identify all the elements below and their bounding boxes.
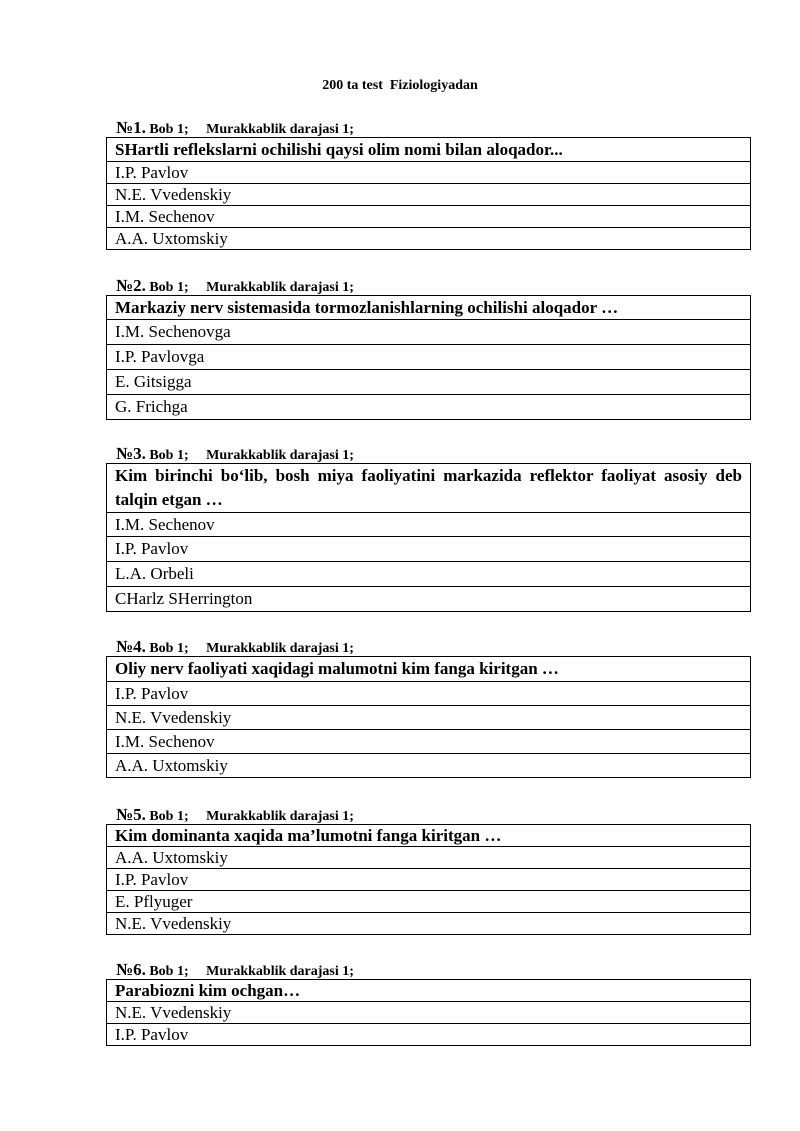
- answer-option: N.E. Vvedenskiy: [107, 913, 751, 935]
- answer-option: I.P. Pavlov: [107, 162, 751, 184]
- answer-option: I.M. Sechenov: [107, 206, 751, 228]
- question-meta: Bob 1; Murakkablik darajasi 1;: [145, 122, 354, 137]
- question-meta: Bob 1; Murakkablik darajasi 1;: [145, 809, 354, 824]
- answer-option: I.P. Pavlov: [107, 1024, 751, 1046]
- question-text: Markaziy nerv sistemasida tormozlanishlarning ochilishi aloqador …: [107, 296, 751, 320]
- question-number: №3.: [116, 444, 146, 463]
- answer-option: A.A. Uxtomskiy: [107, 754, 751, 778]
- question-number: №2.: [116, 276, 146, 295]
- answer-option: L.A. Orbeli: [107, 562, 751, 587]
- question-meta: Bob 1; Murakkablik darajasi 1;: [145, 964, 354, 979]
- question-4: [106, 637, 751, 778]
- answer-option: I.P. Pavlov: [107, 537, 751, 562]
- question-2: [106, 276, 751, 420]
- question-number: №1.: [116, 118, 146, 137]
- answer-option: I.M. Sechenov: [107, 513, 751, 537]
- question-3: [106, 444, 751, 612]
- question-text: Kim dominanta xaqida ma’lumotni fanga kiritgan …: [107, 825, 751, 847]
- question-1: [106, 118, 751, 250]
- question-number: №6.: [116, 960, 146, 979]
- question-table: [106, 463, 751, 612]
- answer-option: A.A. Uxtomskiy: [107, 228, 751, 250]
- answer-option: G. Frichga: [107, 395, 751, 420]
- question-header: [106, 637, 751, 656]
- answer-option: I.P. Pavlovga: [107, 345, 751, 370]
- answer-option: CHarlz SHerrington: [107, 587, 751, 612]
- question-header: [106, 444, 751, 463]
- answer-option: A.A. Uxtomskiy: [107, 847, 751, 869]
- question-header: [106, 118, 751, 137]
- question-text: Oliy nerv faoliyati xaqidagi malumotni kim fanga kiritgan …: [107, 657, 751, 682]
- question-number: №4.: [116, 637, 146, 656]
- question-6: [106, 960, 751, 1046]
- question-header: [106, 276, 751, 295]
- answer-option: I.P. Pavlov: [107, 682, 751, 706]
- question-meta: Bob 1; Murakkablik darajasi 1;: [145, 280, 354, 295]
- answer-option: E. Gitsigga: [107, 370, 751, 395]
- answer-option: N.E. Vvedenskiy: [107, 184, 751, 206]
- question-table: [106, 979, 751, 1046]
- question-header: [106, 805, 751, 824]
- question-table: [106, 137, 751, 250]
- answer-option: I.P. Pavlov: [107, 869, 751, 891]
- answer-option: I.M. Sechenov: [107, 730, 751, 754]
- answer-option: I.M. Sechenovga: [107, 320, 751, 345]
- question-text: Kim birinchi bo‘lib, bosh miya faoliyatini markazida reflektor faoliyat asosiy deb talqin etgan …: [107, 464, 751, 513]
- question-number: №5.: [116, 805, 146, 824]
- question-table: [106, 656, 751, 778]
- question-table: [106, 824, 751, 935]
- question-meta: Bob 1; Murakkablik darajasi 1;: [145, 448, 354, 463]
- question-meta: Bob 1; Murakkablik darajasi 1;: [145, 641, 354, 656]
- answer-option: N.E. Vvedenskiy: [107, 1002, 751, 1024]
- question-text: Parabiozni kim ochgan…: [107, 980, 751, 1002]
- answer-option: N.E. Vvedenskiy: [107, 706, 751, 730]
- answer-option: E. Pflyuger: [107, 891, 751, 913]
- page-title: 200 ta test Fiziologiyadan: [322, 78, 478, 93]
- question-table: [106, 295, 751, 420]
- question-header: [106, 960, 751, 979]
- question-5: [106, 805, 751, 935]
- question-text: SHartli reflekslarni ochilishi qaysi olim nomi bilan aloqador...: [107, 138, 751, 162]
